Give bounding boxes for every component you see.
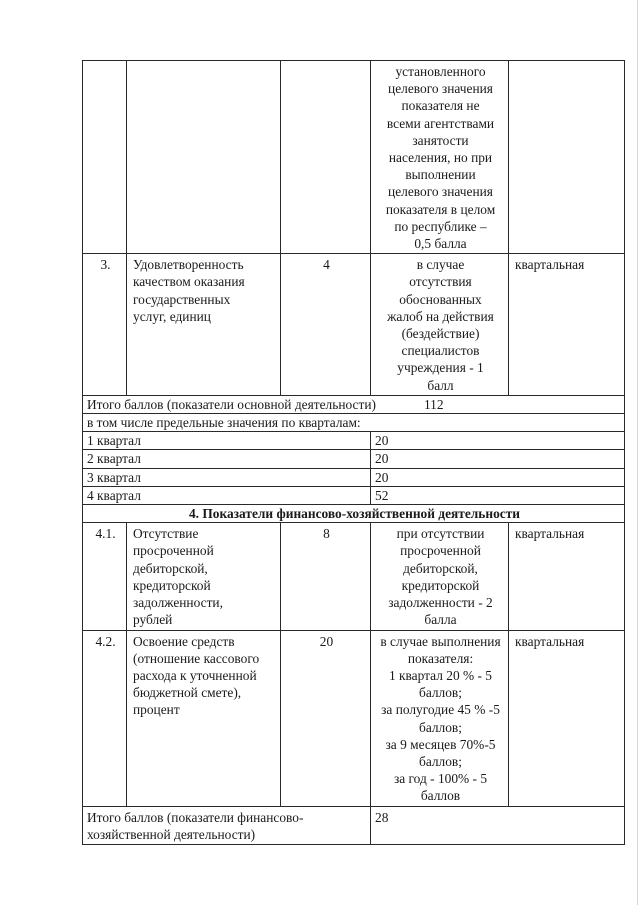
- indicator-name: [127, 254, 281, 396]
- indicator-number: 4.1.: [83, 523, 127, 630]
- indicator-weight: 8: [281, 523, 371, 630]
- indicator-criteria-line: учреждения - 1: [397, 360, 484, 376]
- indicator-name-line: Отсутствие: [133, 526, 199, 542]
- quarter-row: [83, 486, 625, 504]
- indicator-row: [83, 254, 625, 396]
- indicator-criteria-line: всеми агентствами: [386, 115, 495, 131]
- indicator-criteria-line: отсутствия: [409, 274, 472, 290]
- quarter-caption-row: [83, 414, 625, 432]
- indicator-weight: 20: [281, 630, 371, 806]
- indicator-name-line: услуг, единиц: [133, 308, 211, 324]
- quarter-label: 3 квартал: [83, 468, 371, 486]
- indicator-criteria-line: показателя в целом: [385, 201, 496, 217]
- indicator-criteria-line: (бездействие): [401, 326, 480, 342]
- indicator-row: [83, 630, 625, 806]
- indicator-criteria-line: баллов: [420, 788, 461, 804]
- indicator-criteria-line: при отсутствии: [396, 526, 485, 542]
- quarter-label: 2 квартал: [83, 450, 371, 468]
- indicator-period: квартальная: [509, 523, 625, 630]
- indicator-criteria: [371, 630, 509, 806]
- fin-total-label: [83, 806, 371, 844]
- page-edge-line: [637, 0, 638, 905]
- indicator-criteria-line: баллов;: [419, 719, 462, 735]
- main-total-row: [83, 395, 625, 413]
- indicator-name-line: (отношение кассового: [133, 650, 260, 666]
- indicator-name-line: государственных: [133, 291, 231, 307]
- indicator-name-line: рублей: [133, 612, 173, 628]
- indicator-criteria-line: обоснованных: [399, 291, 482, 307]
- indicator-criteria-line: показателя:: [407, 650, 474, 666]
- quarter-value: 20: [371, 432, 625, 450]
- quarter-label: 4 квартал: [83, 486, 371, 504]
- indicator-name-line: Удовлетворенность: [133, 257, 244, 273]
- indicator-criteria-line: по республике –: [394, 218, 487, 234]
- indicator-period: квартальная: [509, 254, 625, 396]
- indicator-name-line: Освоение средств: [133, 633, 235, 649]
- quarter-value: 20: [371, 468, 625, 486]
- indicator-criteria-line: за полугодие 45 % -5: [381, 702, 500, 718]
- section-title-row: [83, 505, 625, 523]
- indicator-row: [83, 61, 625, 254]
- indicator-name-line: задолженности,: [133, 595, 223, 611]
- indicator-criteria-line: баллов;: [419, 753, 462, 769]
- indicator-name-line: бюджетной смете),: [133, 685, 242, 701]
- indicator-name-line: процент: [133, 702, 180, 718]
- indicator-period: [509, 61, 625, 254]
- fin-total-label-line: Итого баллов (показатели финансово-: [87, 809, 304, 825]
- indicator-criteria-line: дебиторской,: [403, 560, 478, 576]
- indicator-criteria-line: занятости: [412, 132, 469, 148]
- indicator-name-line: просроченной: [133, 543, 214, 559]
- indicator-number: 4.2.: [83, 630, 127, 806]
- indicator-criteria-line: 1 квартал 20 % - 5: [388, 667, 492, 683]
- indicator-weight: 4: [281, 254, 371, 396]
- indicator-name-line: дебиторской,: [133, 560, 208, 576]
- quarter-row: [83, 432, 625, 450]
- indicator-criteria-line: 0,5 балла: [414, 236, 467, 252]
- indicator-criteria-line: населения, но при: [388, 150, 493, 166]
- indicator-criteria-line: специалистов: [401, 343, 480, 359]
- indicator-name: [127, 523, 281, 630]
- section-title: 4. Показатели финансово-хозяйственной деятельности: [83, 505, 625, 523]
- indicator-name: [127, 630, 281, 806]
- indicator-row: [83, 523, 625, 630]
- indicator-name-line: расхода к уточненной: [133, 667, 257, 683]
- quarter-value: 52: [371, 486, 625, 504]
- indicator-criteria-line: целевого значения: [388, 81, 493, 97]
- indicator-criteria-line: в случае выполнения: [380, 633, 501, 649]
- indicator-criteria-line: кредиторской: [401, 577, 480, 593]
- indicator-criteria-line: целевого значения: [388, 184, 493, 200]
- indicator-criteria-line: показателя не: [401, 98, 480, 114]
- quarter-caption: в том числе предельные значения по кварталам:: [83, 414, 625, 432]
- indicator-criteria: [371, 523, 509, 630]
- main-total-value: 112: [423, 396, 444, 412]
- indicator-criteria-line: балла: [424, 612, 457, 628]
- indicator-criteria-line: балл: [427, 377, 454, 393]
- indicator-criteria-line: за год - 100% - 5: [393, 771, 488, 787]
- indicator-criteria-line: выполнении: [405, 167, 476, 183]
- indicator-criteria-line: задолженности - 2: [388, 595, 493, 611]
- indicator-name: [127, 61, 281, 254]
- indicators-table: [82, 60, 625, 845]
- indicator-number: 3.: [83, 254, 127, 396]
- indicator-criteria-line: установленного: [395, 64, 486, 79]
- quarter-row: [83, 468, 625, 486]
- indicator-criteria: [371, 61, 509, 254]
- fin-total-label-line: хозяйственной деятельности): [87, 826, 256, 842]
- indicator-number: [83, 61, 127, 254]
- indicator-criteria: [371, 254, 509, 396]
- indicator-criteria-line: жалоб на действия: [387, 308, 494, 324]
- main-total-cell: [83, 395, 625, 413]
- quarter-label: 1 квартал: [83, 432, 371, 450]
- indicator-criteria-line: просроченной: [400, 543, 481, 559]
- indicator-period: квартальная: [509, 630, 625, 806]
- indicator-criteria-line: в случае: [416, 257, 465, 273]
- indicator-name-line: кредиторской: [133, 577, 211, 593]
- indicator-name-line: качеством оказания: [133, 274, 245, 290]
- main-total-label: Итого баллов (показатели основной деятельности): [87, 396, 376, 412]
- indicator-criteria-line: баллов;: [419, 685, 462, 701]
- indicator-criteria-line: за 9 месяцев 70%-5: [385, 736, 496, 752]
- quarter-row: [83, 450, 625, 468]
- quarter-value: 20: [371, 450, 625, 468]
- fin-total-row: [83, 806, 625, 844]
- indicator-weight: [281, 61, 371, 254]
- fin-total-value: 28: [371, 806, 625, 844]
